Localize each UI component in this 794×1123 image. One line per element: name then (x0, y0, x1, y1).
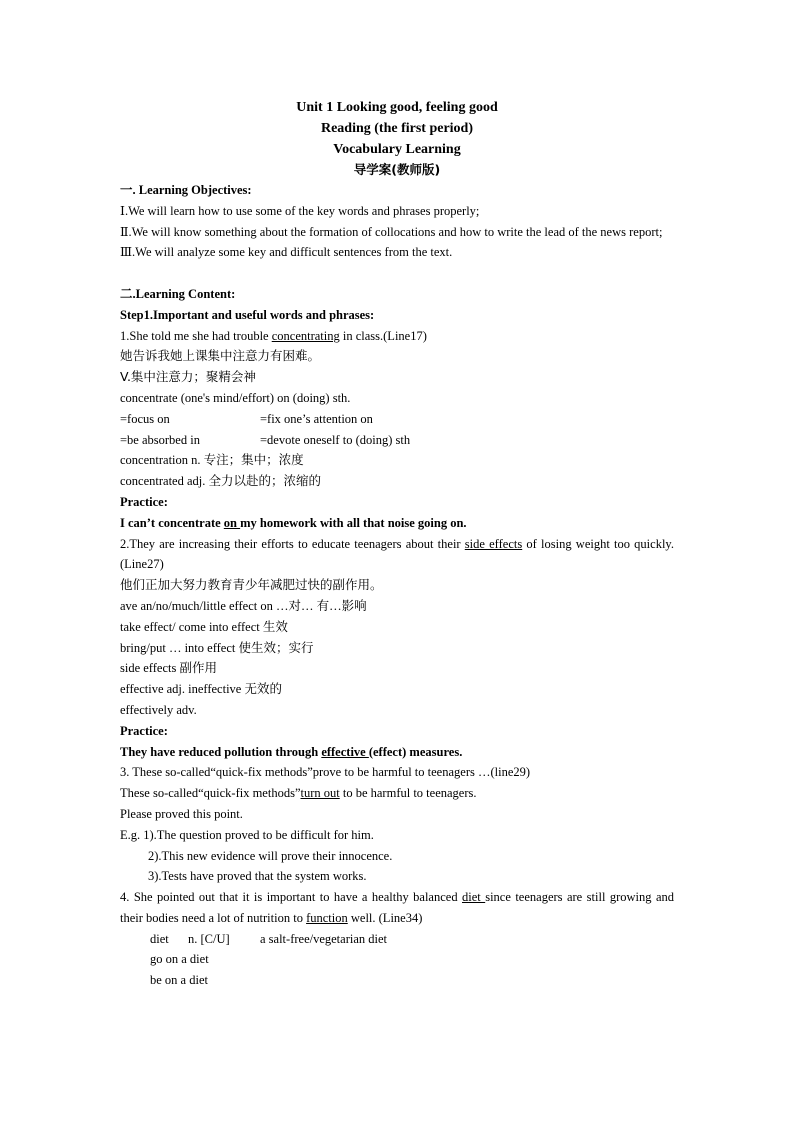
objectives-heading: 一. Learning Objectives: (120, 183, 252, 197)
item1-practice-label: Practice: (120, 494, 168, 509)
item1-synonyms-row2 (120, 430, 674, 451)
item4-diet-row (120, 929, 674, 950)
item1-noun: concentration n. 专注；集中；浓度 (120, 453, 304, 468)
item4-text: 4. She pointed out that it is important to have a healthy balanced (120, 890, 463, 905)
item1-translation: 她告诉我她上课集中注意力有困难。 (120, 348, 321, 364)
item1-practice-sentence (120, 513, 674, 534)
item4-keyword-diet: diet (462, 890, 486, 905)
item3-example-3: 3).Tests have proved that the system works. (148, 869, 367, 884)
document-body (120, 180, 674, 991)
item1-text: 1.She told me she had trouble (120, 328, 272, 343)
spacer (120, 263, 674, 284)
item2-phrase-2: take effect/ come into effect 生效 (120, 619, 288, 634)
item2-practice-text: They have reduced pollution through (120, 744, 322, 759)
unit-title: Unit 1 Looking good, feeling good (296, 100, 498, 115)
lesson-title: Vocabulary Learning (333, 142, 461, 157)
synonym-focus-on: =focus on (120, 411, 170, 426)
synonym-devote: =devote oneself to (doing) sth (260, 432, 411, 447)
item1-practice-text: I can’t concentrate (120, 515, 224, 530)
item2-phrase-4: side effects 副作用 (120, 661, 217, 676)
item3-rewrite-text: These so-called“quick-fix methods” (120, 786, 301, 801)
guide-title: 导学案(教师版) (353, 162, 441, 177)
content-heading: 二.Learning Content: (120, 286, 236, 301)
item4-text-end: well. (Line34) (347, 910, 423, 925)
diet-example: a salt-free/vegetarian diet (260, 931, 388, 946)
item2-practice-label: Practice: (120, 723, 168, 738)
item3-task: Please proved this point. (120, 806, 243, 821)
diet-word: diet (150, 931, 169, 946)
item1-synonyms-row1 (120, 409, 674, 430)
item2-practice-answer: effective (321, 744, 369, 759)
item2-practice-text-end: (effect) measures. (368, 744, 463, 759)
item1-adjective: concentrated adj. 全力以赴的；浓缩的 (120, 474, 321, 489)
step1-heading: Step1.Important and useful words and phrases: (120, 307, 375, 322)
item4-sentence (120, 887, 674, 929)
item1-keyword: concentrating (271, 328, 340, 343)
item4-keyword-function: function (306, 910, 348, 925)
objective-3: Ⅲ.We will analyze some key and difficult sentences from the text. (120, 245, 453, 260)
item4-text-mid: since teenagers are still growing and their bodies need a lot of nutrition to (120, 890, 675, 925)
objective-1: Ⅰ.We will learn how to use some of the key words and phrases properly; (120, 203, 480, 218)
item2-phrase-5: effective adj. ineffective 无效的 (120, 682, 282, 697)
item3-rewrite (120, 783, 674, 804)
item2-phrase-3: bring/put … into effect 使生效；实行 (120, 640, 314, 655)
item2-keyword: side effects (464, 536, 523, 551)
item2-phrase-6: effectively adv. (120, 702, 197, 717)
item1-practice-text-end: my homework with all that noise going on. (240, 515, 467, 530)
item1-definition: concentrate (one's mind/effort) on (doing) sth. (120, 390, 351, 405)
period-title: Reading (the first period) (320, 121, 474, 136)
item3-keyword: turn out (300, 786, 340, 801)
item2-practice-sentence (120, 742, 674, 763)
item1-sentence (120, 326, 674, 347)
item1-meaning: V.集中注意力；聚精会神 (120, 369, 256, 385)
item2-phrase-1: ave an/no/much/little effect on …对… 有…影响 (120, 598, 367, 613)
item3-example-2: 2).This new evidence will prove their innocence. (148, 848, 393, 863)
item1-practice-answer: on (223, 515, 241, 530)
item3-example-1: E.g. 1).The question proved to be difficult for him. (120, 827, 374, 842)
item2-translation: 他们正加大努力教育青少年减肥过快的副作用。 (120, 577, 383, 593)
diet-pos: n. [C/U] (188, 931, 230, 946)
synonym-fix-attention: =fix one’s attention on (260, 411, 373, 426)
item2-text-end: of losing weight too quickly. (Line27) (120, 536, 674, 572)
item4-phrase-go-on: go on a diet (150, 952, 209, 967)
item3-sentence: 3. These so-called“quick-fix methods”prove to be harmful to teenagers …(line29) (120, 765, 531, 780)
item3-rewrite-end: to be harmful to teenagers. (339, 786, 477, 801)
title-block (0, 97, 794, 180)
item2-text: 2.They are increasing their efforts to educate teenagers about their (120, 536, 465, 551)
objective-2: Ⅱ.We will know something about the formation of collocations and how to write the lead of the news report; (120, 224, 663, 239)
item4-phrase-be-on: be on a diet (150, 973, 208, 988)
item2-sentence (120, 534, 674, 576)
item1-text-end: in class.(Line17) (339, 328, 427, 343)
synonym-absorbed: =be absorbed in (120, 432, 200, 447)
